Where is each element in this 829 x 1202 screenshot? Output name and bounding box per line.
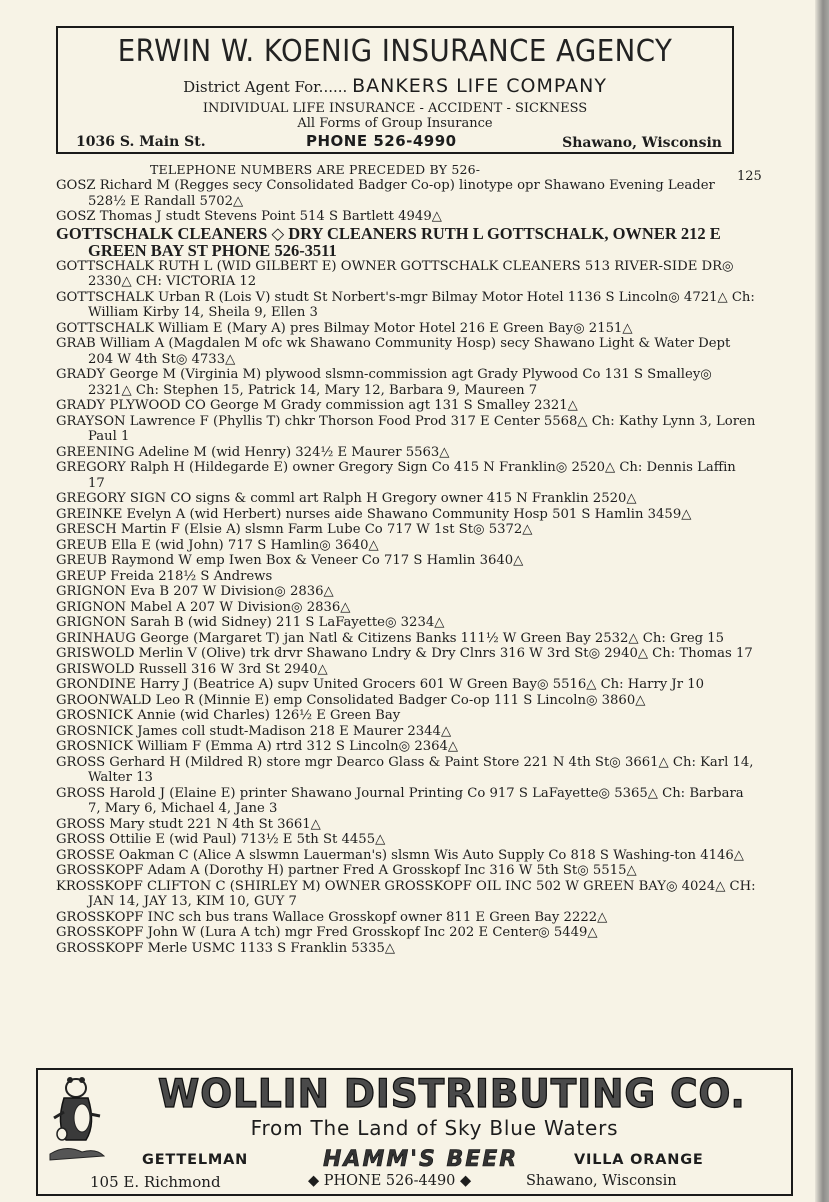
directory-entry: GRADY George M (Virginia M) plywood slsmn-commission agt Grady Plywood Co 131 S Smalley◎ 2321△ Ch: Stephen 15, Patrick 14, Mary 12, Barbara 9, Maureen 7 — [56, 367, 712, 398]
koenig-insurance-ad — [56, 26, 734, 154]
ad-title: ERWIN W. KOENIG INSURANCE AGENCY — [117, 34, 673, 69]
directory-entry: GROSSKOPF Merle USMC 1133 S Franklin 5335△ — [56, 940, 395, 956]
directory-entry: GRISWOLD Russell 316 W 3rd St 2940△ — [56, 661, 328, 677]
agent-prefix: District Agent For...... — [183, 78, 348, 96]
directory-entry: GRINHAUG George (Margaret T) jan Natl & Citizens Banks 111½ W Green Bay 2532△ Ch: Greg 15 — [56, 630, 725, 646]
ad-title: WOLLIN DISTRIBUTING CO. — [158, 1072, 746, 1117]
brand-gettelman: GETTELMAN — [142, 1152, 249, 1168]
directory-entry: GROSS Gerhard H (Mildred R) store mgr Dearco Glass & Paint Store 221 N 4th St◎ 3661△ Ch: Karl 14, Walter 13 — [56, 754, 754, 785]
directory-entry: GRAB William A (Magdalen M ofc wk Shawano Community Hosp) secy Shawano Light & Water Dept 204 W 4th St◎ 4733△ — [56, 336, 731, 367]
directory-entry: GREINKE Evelyn A (wid Herbert) nurses aide Shawano Community Hosp 501 S Hamlin 3459△ — [56, 506, 692, 522]
directory-entry: GREUB Raymond W emp Iwen Box & Veneer Co 717 S Hamlin 3640△ — [56, 553, 524, 568]
ad-city: Shawano, Wisconsin — [526, 1173, 677, 1189]
directory-entry: GROSNICK James coll studt-Madison 218 E Maurer 2344△ — [56, 723, 452, 739]
business-listing: GOTTSCHALK CLEANERS ◇ DRY CLEANERS RUTH L GOTTSCHALK, OWNER 212 E GREEN BAY ST PHONE 526-3511 — [56, 223, 721, 260]
directory-entry: GROSNICK William F (Emma A) rtrd 312 S Lincoln◎ 2364△ — [56, 739, 459, 754]
ad-slogan: From The Land of Sky Blue Waters — [250, 1116, 619, 1140]
directory-entry: GRISWOLD Merlin V (Olive) trk drvr Shawano Lndry & Dry Clnrs 316 W 3rd St◎ 2940△ Ch: Thomas 17 — [56, 646, 753, 661]
telephone-notice: TELEPHONE NUMBERS ARE PRECEDED BY 526- — [150, 162, 481, 177]
directory-entry: GOTTSCHALK Urban R (Lois V) studt St Norbert's-mgr Bilmay Motor Hotel 1136 S Lincoln◎ 4721△ Ch: William Kirby 14, Sheila 9, Ellen 3 — [56, 289, 755, 320]
page-edge — [815, 0, 829, 1202]
directory-entry: GROSSKOPF INC sch bus trans Wallace Grosskopf owner 811 E Green Bay 2222△ — [56, 909, 608, 925]
directory-entry: GRIGNON Mabel A 207 W Division◎ 2836△ — [56, 599, 351, 615]
brand-villa-orange: VILLA ORANGE — [574, 1152, 704, 1168]
page-number: 125 — [737, 169, 762, 184]
directory-entry: GROSSKOPF Adam A (Dorothy H) partner Fred A Grosskopf Inc 316 W 5th St◎ 5515△ — [56, 863, 637, 878]
wollin-distributing-ad — [36, 1068, 793, 1196]
directory-entry: GROSNICK Annie (wid Charles) 126½ E Green Bay — [56, 708, 401, 723]
directory-entry: GREGORY Ralph H (Hildegarde E) owner Gregory Sign Co 415 N Franklin◎ 2520△ Ch: Dennis Laffin 17 — [56, 460, 736, 491]
ad-phone: PHONE 526-4990 — [306, 132, 457, 150]
directory-entry: GROSS Harold J (Elaine E) printer Shawano Journal Printing Co 917 S LaFayette◎ 5365△ Ch: Barbara 7, Mary 6, Michael 4, Jane 3 — [56, 785, 744, 816]
ad-agent-line — [58, 75, 732, 97]
ad-city: Shawano, Wisconsin — [562, 135, 722, 151]
directory-entry: GOSZ Richard M (Regges secy Consolidated Badger Co-op) linotype opr Shawano Evening Leader 528½ E Randall 5702△ — [56, 178, 715, 209]
directory-entry: GRADY PLYWOOD CO George M Grady commission agt 131 S Smalley 2321△ — [56, 398, 578, 413]
ad-phone: ◆ PHONE 526-4490 ◆ — [308, 1173, 472, 1189]
directory-entry: GROSS Ottilie E (wid Paul) 713½ E 5th St 4455△ — [56, 832, 386, 847]
ad-services — [58, 101, 732, 131]
directory-entry: GRIGNON Sarah B (wid Sidney) 211 S LaFayette◎ 3234△ — [56, 615, 445, 630]
directory-entry: GROSSE Oakman C (Alice A slswmn Lauerman's) slsmn Wis Auto Supply Co 818 S Washing-ton 4146△ — [56, 847, 744, 863]
directory-entry: GOSZ Thomas J studt Stevens Point 514 S Bartlett 4949△ — [56, 209, 442, 224]
directory-entry: GROSS Mary studt 221 N 4th St 3661△ — [56, 816, 321, 832]
ad-address: 1036 S. Main St. — [76, 134, 206, 150]
directory-entry: GRIGNON Eva B 207 W Division◎ 2836△ — [56, 584, 334, 599]
directory-entry: GOTTSCHALK William E (Mary A) pres Bilmay Motor Hotel 216 E Green Bay◎ 2151△ — [56, 320, 633, 336]
directory-entry: GRONDINE Harry J (Beatrice A) supv United Grocers 601 W Green Bay◎ 5516△ Ch: Harry Jr 10 — [56, 677, 704, 692]
directory-entry: GREUP Freida 218½ S Andrews — [56, 568, 273, 584]
ad-address: 105 E. Richmond — [90, 1173, 221, 1191]
directory-entry: GREGORY SIGN CO signs & comml art Ralph H Gregory owner 415 N Franklin 2520△ — [56, 491, 637, 506]
directory-entry: GRESCH Martin F (Elsie A) slsmn Farm Lube Co 717 W 1st St◎ 5372△ — [56, 522, 533, 537]
directory-entry: GOTTSCHALK RUTH L (WID GILBERT E) OWNER GOTTSCHALK CLEANERS 513 RIVER-SIDE DR◎ 2330△ CH: VICTORIA 12 — [56, 258, 734, 289]
directory-entry: KROSSKOPF CLIFTON C (SHIRLEY M) OWNER GROSSKOPF OIL INC 502 W GREEN BAY◎ 4024△ CH: JAN 14, JAY 13, KIM 10, GUY 7 — [56, 878, 756, 909]
directory-entry: GRAYSON Lawrence F (Phyllis T) chkr Thorson Food Prod 317 E Center 5568△ Ch: Kathy Lynn 3, Loren Paul 1 — [56, 413, 756, 444]
directory-listing — [56, 178, 756, 956]
directory-entry: GROSSKOPF John W (Lura A tch) mgr Fred Grosskopf Inc 202 E Center◎ 5449△ — [56, 925, 598, 940]
ad-line-2: All Forms of Group Insurance — [297, 116, 493, 131]
directory-entry: GROONWALD Leo R (Minnie E) emp Consolidated Badger Co-op 111 S Lincoln◎ 3860△ — [56, 692, 646, 708]
agent-company: BANKERS LIFE COMPANY — [352, 75, 607, 97]
brand-hamms: HAMM'S BEER — [323, 1147, 519, 1172]
ad-line-1: INDIVIDUAL LIFE INSURANCE - ACCIDENT - SICKNESS — [202, 101, 588, 116]
directory-entry: GREUB Ella E (wid John) 717 S Hamlin◎ 3640△ — [56, 537, 379, 553]
directory-entry: GREENING Adeline M (wid Henry) 324½ E Maurer 5563△ — [56, 444, 450, 460]
